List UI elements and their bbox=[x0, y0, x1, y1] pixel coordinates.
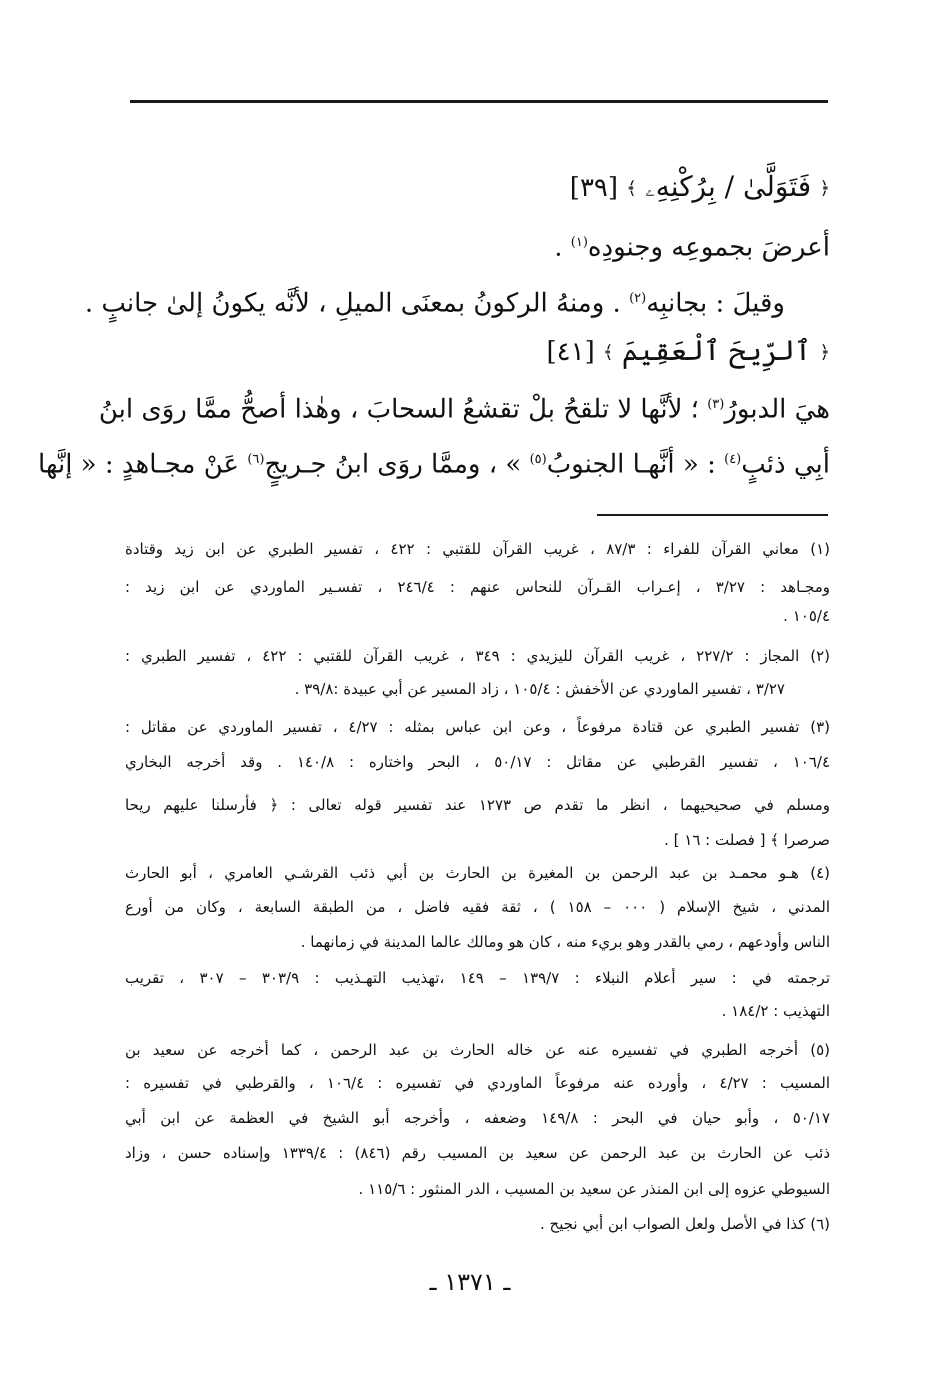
main-line: وقيلَ : بجانبِه$^{(٢)}$ . ومنهُ الركونُ بمعنَى الميلِ ، لأنَّه يكونُ إلىٰ جانبٍ . bbox=[84, 288, 785, 319]
verse-line-41 bbox=[546, 331, 830, 373]
footnote-ref: (٦) bbox=[247, 452, 265, 467]
footnote-5-line: ذئب عن الحارث بن عبد الرحمن عن سعيد بن المسيب رقم (٨٤٦) : ١٣٣٩/٤ وإسناده حسن ، وزاد bbox=[125, 1144, 830, 1162]
footnote-4-line: الناس وأودعهم ، رمي بالقدر وهو بريء منه ، كان هو ومالك عالما المدينة في زمانهما . bbox=[300, 933, 830, 951]
footnote-2-line: ٣/٢٧ ، تفسير الماوردي عن الأخفش : ١٠٥/٤ ، زاد المسير عن أبي عبيدة :٣٩/٨ . bbox=[294, 680, 785, 698]
footnote-3-line: ومسلم في صحيحيهما ، انظر ما تقدم ص ١٢٧٣ عند تفسير قوله تعالى : ﴿ فأرسلنا عليهم ريحا bbox=[125, 796, 831, 814]
verse-line-39 bbox=[570, 167, 830, 209]
footnote-1-line: ١٠٥/٤ . bbox=[783, 607, 830, 625]
footnote-4-line: المدني ، شيخ الإسلام ( ٠٠٠ – ١٥٨ ) ، ثقة فقيه فاضل ، من الطبقة السابعة ، وكان من أورع bbox=[125, 898, 830, 916]
footnote-ref: (١) bbox=[570, 235, 588, 250]
footnote-1-line: (١) معاني القرآن للفراء : ٨٧/٣ ، غريب القرآن للقتبي : ٤٢٢ ، تفسير الطبري عن ابن زيد وقتادة bbox=[125, 540, 831, 558]
footnote-5-line: المسيب : ٤/٢٧ ، وأورده عنه مرفوعاً الماوردي في تفسيره : ١٠٦/٤ ، والقرطبي في تفسيره : bbox=[125, 1074, 831, 1092]
footnote-ref: (٤) bbox=[724, 452, 742, 467]
footnote-3-line: (٣) تفسير الطبري عن قتادة مرفوعاً ، وعن ابن عباس بمثله : ٤/٢٧ ، تفسير الماوردي عن مقاتل : bbox=[125, 718, 830, 736]
footnote-ref: (٥) bbox=[529, 452, 547, 467]
verse-ref: [٤١] bbox=[546, 337, 595, 367]
footnote-3-line: صرصرا ﴾ [ فصلت : ١٦ ] . bbox=[664, 831, 830, 849]
footnote-ref: (٣) bbox=[707, 397, 725, 412]
verse-text: ٱلرِّيحَ ٱلْعَقِيمَ bbox=[621, 334, 812, 367]
footnote-4-line: التهذيب : ١٨٤/٢ . bbox=[721, 1002, 830, 1020]
main-line: أبِي ذئبٍ$^{(٤)}$ : « أنَّهـا الجنوبُ$^{(٥)}$ » ، وممَّا روَى ابنُ جـريجٍ$^{(٦)}$ عَنْ مجـاهدٍ : « إنَّها bbox=[38, 449, 830, 480]
main-line: أعرضَ بجموعِه وجنودِه$^{(١)}$ . bbox=[554, 232, 830, 263]
footnote-2-line: (٢) المجاز : ٢٢٧/٢ ، غريب القرآن لليزيدي : ٣٤٩ ، غريب القرآن للقتبي : ٤٢٢ ، تفسير الطبري : bbox=[125, 647, 830, 665]
footnote-4-line: ترجمته في : سير أعلام النبلاء : ١٣٩/٧ – ١٤٩ ،تهذيب التهـذيب : ٣٠٣/٩ – ٣٠٧ ، تقريب bbox=[125, 969, 830, 987]
footnote-6-line: (٦) كذا في الأصل ولعل الصواب ابن أبي نجيح . bbox=[540, 1215, 830, 1233]
footnote-5-line: السيوطي عزوه إلى ابن المنذر عن سعيد بن المسيب ، الدر المنثور : ١١٥/٦ . bbox=[358, 1180, 830, 1198]
ornate-bracket-close: ﴾ bbox=[603, 342, 614, 363]
ornate-bracket-open: ﴿ bbox=[819, 178, 830, 199]
ornate-bracket-open: ﴿ bbox=[819, 342, 830, 363]
footnote-5-line: (٥) أخرجه الطبري في تفسيره عنه عن خاله الحارث بن عبد الرحمن ، كما أخرجه عن سعيد بن bbox=[125, 1041, 830, 1059]
footnote-5-line: ٥٠/١٧ ، وأبو حيان في البحر : ١٤٩/٨ وضعفه ، وأخرجه أبو الشيخ في العظمة عن ابن أبي bbox=[125, 1109, 831, 1127]
ornate-bracket-close: ﴾ bbox=[626, 178, 637, 199]
footnote-4-line: (٤) هـو محمـد بن عبد الرحمن بن المغيرة بن الحارث بن أبي ذئب القرشـي العامري ، أبو الحارث bbox=[125, 864, 830, 882]
verse-ref: [٣٩] bbox=[569, 173, 619, 203]
footnote-1-line: ومجـاهد : ٣/٢٧ ، إعـراب القـرآن للنحاس عنهم : ٢٤٦/٤ ، تفسـير الماوردي عن ابن زيد : bbox=[125, 578, 830, 596]
page-number: ـ ١٣٧١ ـ bbox=[429, 1268, 511, 1296]
main-line: هيَ الدبورُ$^{(٣)}$ ؛ لأنَّها لا تلقحُ بلْ تقشعُ السحابَ ، وهٰذا أصحُّ ممَّا روَى ابنُ bbox=[98, 394, 830, 425]
footnote-separator bbox=[597, 514, 828, 516]
verse-text: فَتَوَلَّىٰ / بِرُكْنِهِۦ bbox=[645, 170, 812, 203]
footnote-3-line: ١٠٦/٤ ، تفسير القرطبي عن مقاتل : ٥٠/١٧ ، البحر واختاره : ١٤٠/٨ . وقد أخرجه البخاري bbox=[125, 753, 830, 771]
footnote-ref: (٢) bbox=[629, 291, 647, 306]
top-rule bbox=[130, 100, 828, 103]
